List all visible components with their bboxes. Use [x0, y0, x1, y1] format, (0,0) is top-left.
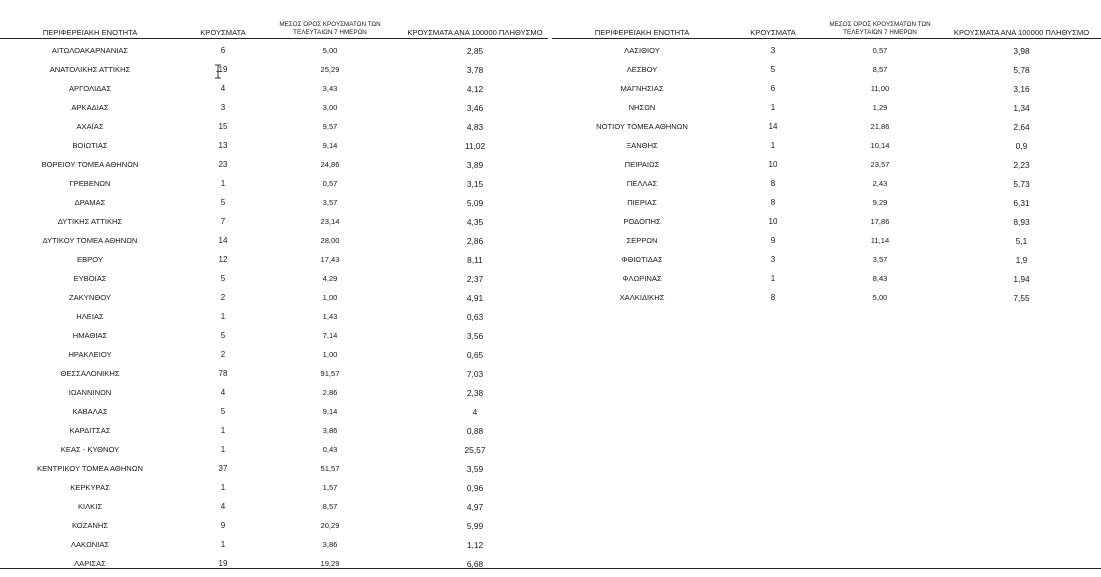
cases-value: 4 [220, 502, 226, 511]
region-name: ΛΑΡΙΣΑΣ [74, 559, 106, 568]
per-100k-value: 25,57 [464, 445, 486, 455]
table-row [0, 271, 548, 290]
avg-value: 9,57 [322, 122, 338, 131]
cases-value: 13 [218, 141, 228, 150]
header-per-100k: ΚΡΟΥΣΜΑΤΑ ΑΝΑ 100000 ΠΛΗΘΥΣΜΟ [407, 28, 543, 37]
cases-value: 12 [218, 255, 228, 264]
region-name: ΠΕΙΡΑΙΩΣ [624, 160, 660, 169]
table-row [0, 100, 548, 119]
avg-value: 23,14 [320, 217, 340, 226]
avg-value: 1,00 [322, 293, 338, 302]
avg-value: 2,43 [872, 179, 888, 188]
avg-value: 5,00 [322, 46, 338, 55]
avg-value: 1,00 [322, 350, 338, 359]
per-100k-value: 11,02 [464, 141, 486, 151]
per-100k-value: 4,12 [466, 84, 484, 94]
region-name: ΚΕΡΚΥΡΑΣ [70, 483, 110, 492]
region-name: ΛΑΣΙΘΙΟΥ [624, 46, 660, 55]
region-name: ΧΑΛΚΙΔΙΚΗΣ [619, 293, 665, 302]
cases-value: 1 [770, 141, 776, 150]
avg-value: 25,29 [320, 65, 340, 74]
cases-value: 1 [770, 274, 776, 283]
avg-value: 2,86 [322, 388, 338, 397]
region-name: ΠΕΛΛΑΣ [626, 179, 658, 188]
cases-value: 8 [770, 198, 776, 207]
region-name: ΑΙΤΩΛΟΑΚΑΡΝΑΝΙΑΣ [51, 46, 129, 55]
table-row [552, 81, 1101, 100]
table-row [0, 119, 548, 138]
avg-value: 8,57 [872, 65, 888, 74]
per-100k-value: 3,15 [466, 179, 484, 189]
avg-value: 0,43 [322, 445, 338, 454]
region-name: ΠΙΕΡΙΑΣ [627, 198, 657, 207]
header-avg-7days [270, 21, 390, 37]
avg-value: 3,00 [322, 103, 338, 112]
region-name: ΛΑΚΩΝΙΑΣ [70, 540, 110, 549]
avg-value: 0,57 [322, 179, 338, 188]
per-100k-value: 8,11 [467, 255, 483, 265]
avg-value: 1,43 [322, 312, 338, 321]
region-name: ΝΟΤΙΟΥ ΤΟΜΕΑ ΑΘΗΝΩΝ [596, 122, 688, 131]
avg-value: 10,14 [870, 141, 890, 150]
cases-value: 10 [768, 160, 778, 169]
table-row [552, 157, 1101, 176]
avg-value: 3,57 [872, 255, 888, 264]
cases-value: 37 [218, 464, 228, 473]
per-100k-value: 3,98 [1013, 46, 1030, 56]
table-row [0, 404, 548, 423]
cases-value: 1 [220, 312, 226, 321]
region-name: ΞΑΝΘΗΣ [626, 141, 658, 150]
region-name: ΕΥΒΟΙΑΣ [73, 274, 107, 283]
avg-value: 9,14 [322, 141, 338, 150]
table-row [0, 233, 548, 252]
per-100k-value: 5,99 [466, 521, 484, 531]
cases-value: 9 [770, 236, 776, 245]
table-row [0, 480, 548, 499]
table-row [0, 461, 548, 480]
per-100k-value: 3,89 [466, 160, 484, 170]
per-100k-value: 0,88 [466, 426, 484, 436]
region-name: ΚΕΑΣ - ΚΥΘΝΟΥ [60, 445, 120, 454]
region-name: ΚΑΡΔΙΤΣΑΣ [69, 426, 111, 435]
region-name: ΚΑΒΑΛΑΣ [72, 407, 108, 416]
table-row [0, 328, 548, 347]
per-100k-value: 4,91 [466, 293, 484, 303]
cases-value: 8 [770, 179, 776, 188]
region-name: ΜΑΓΝΗΣΙΑΣ [620, 84, 664, 93]
header-region: ΠΕΡΙΦΕΡΕΙΑΚΗ ΕΝΟΤΗΤΑ [42, 28, 138, 37]
avg-value: 17,43 [320, 255, 340, 264]
region-name: ΝΗΣΩΝ [628, 103, 656, 112]
cases-value: 5 [220, 198, 226, 207]
per-100k-value: 4,83 [466, 122, 484, 132]
cases-value: 10 [768, 217, 778, 226]
table-row [0, 43, 548, 62]
per-100k-value: 4,97 [466, 502, 484, 512]
table-row [0, 81, 548, 100]
table-row [0, 347, 548, 366]
header-cases: ΚΡΟΥΣΜΑΤΑ [750, 28, 796, 37]
cases-value: 78 [218, 369, 228, 378]
cases-value: 9 [220, 521, 226, 530]
per-100k-value: 8,93 [1013, 217, 1030, 227]
header-region: ΠΕΡΙΦΕΡΕΙΑΚΗ ΕΝΟΤΗΤΑ [594, 28, 690, 37]
avg-value: 23,57 [870, 160, 890, 169]
region-name: ΡΟΔΟΠΗΣ [623, 217, 661, 226]
per-100k-value: 2,86 [466, 236, 484, 246]
avg-value: 3,57 [322, 198, 338, 207]
cases-value: 5 [220, 331, 226, 340]
table-row [552, 138, 1101, 157]
avg-value: 9,29 [872, 198, 888, 207]
region-name: ΖΑΚΥΝΘΟΥ [69, 293, 111, 302]
cases-value: 19 [218, 559, 228, 568]
avg-value: 4,29 [322, 274, 338, 283]
table-row [552, 100, 1101, 119]
table-row [0, 499, 548, 518]
table-row [552, 195, 1101, 214]
header-avg-line2: ΤΕΛΕΥΤΑΙΩΝ 7 ΗΜΕΡΩΝ [293, 29, 367, 36]
text-cursor-icon [214, 64, 222, 79]
table-row [0, 385, 548, 404]
avg-value: 19,29 [320, 559, 340, 568]
table-row [552, 290, 1101, 309]
region-name: ΗΡΑΚΛΕΙΟΥ [68, 350, 112, 359]
region-name: ΘΕΣΣΑΛΟΝΙΚΗΣ [60, 369, 120, 378]
region-name: ΔΡΑΜΑΣ [74, 198, 106, 207]
avg-value: 17,86 [870, 217, 890, 226]
avg-value: 20,29 [320, 521, 340, 530]
region-name: ΓΡΕΒΕΝΩΝ [69, 179, 111, 188]
table-row [0, 442, 548, 461]
header-avg-line2: ΤΕΛΕΥΤΑΙΩΝ 7 ΗΜΕΡΩΝ [843, 29, 917, 36]
header-per-100k: ΚΡΟΥΣΜΑΤΑ ΑΝΑ 100000 ΠΛΗΘΥΣΜΟ [953, 28, 1090, 37]
avg-value: 1,57 [322, 483, 338, 492]
header-avg-line1: ΜΕΣΟΣ ΟΡΟΣ ΚΡΟΥΣΜΑΤΩΝ ΤΩΝ [279, 21, 381, 28]
region-name: ΕΒΡΟΥ [77, 255, 103, 264]
table-row [0, 138, 548, 157]
table-row [0, 214, 548, 233]
cases-value: 3 [770, 46, 776, 55]
cases-value: 2 [220, 350, 226, 359]
region-name: ΦΛΩΡΙΝΑΣ [622, 274, 662, 283]
cases-value: 1 [220, 483, 226, 492]
cases-value: 15 [218, 122, 228, 131]
cases-value: 19 [218, 65, 228, 74]
avg-value: 3,86 [322, 426, 338, 435]
avg-value: 8,57 [322, 502, 338, 511]
table-row [552, 214, 1101, 233]
region-name: ΑΡΓΟΛΙΔΑΣ [68, 84, 112, 93]
table-header [552, 0, 1101, 39]
table-row [0, 157, 548, 176]
table-row [0, 537, 548, 556]
region-name: ΚΕΝΤΡΙΚΟΥ ΤΟΜΕΑ ΑΘΗΝΩΝ [37, 464, 143, 473]
cases-value: 1 [220, 540, 226, 549]
cases-value: 7 [220, 217, 226, 226]
table-row [552, 233, 1101, 252]
avg-value: 5,00 [872, 293, 888, 302]
per-100k-value: 0,63 [466, 312, 484, 322]
per-100k-value: 0,9 [1015, 141, 1028, 151]
per-100k-value: 1,34 [1013, 103, 1030, 113]
table-header [0, 0, 548, 39]
per-100k-value: 3,78 [466, 65, 484, 75]
avg-value: 51,57 [320, 464, 340, 473]
table-row [552, 271, 1101, 290]
avg-value: 9,14 [322, 407, 338, 416]
table-row [0, 423, 548, 442]
cases-value: 14 [768, 122, 778, 131]
avg-value: 3,43 [322, 84, 338, 93]
cases-value: 1 [220, 445, 226, 454]
per-100k-value: 0,96 [466, 483, 484, 493]
cases-value: 14 [218, 236, 228, 245]
per-100k-value: 7,55 [1013, 293, 1030, 303]
per-100k-value: 2,23 [1013, 160, 1030, 170]
table-body [0, 43, 548, 575]
table-row [552, 176, 1101, 195]
avg-value: 91,57 [320, 369, 340, 378]
region-name: ΙΩΑΝΝΙΝΩΝ [68, 388, 112, 397]
region-name: ΔΥΤΙΚΗΣ ΑΤΤΙΚΗΣ [57, 217, 123, 226]
per-100k-value: 1,12 [466, 540, 484, 550]
per-100k-value: 0,65 [466, 350, 484, 360]
per-100k-value: 4,35 [466, 217, 484, 227]
per-100k-value: 3,59 [466, 464, 484, 474]
per-100k-value: 3,16 [1013, 84, 1030, 94]
avg-value: 1,29 [872, 103, 888, 112]
region-name: ΚΙΛΚΙΣ [77, 502, 103, 511]
cases-value: 3 [220, 103, 226, 112]
table-row [552, 119, 1101, 138]
cases-value: 1 [220, 426, 226, 435]
region-name: ΑΝΑΤΟΛΙΚΗΣ ΑΤΤΙΚΗΣ [49, 65, 131, 74]
header-avg-line1: ΜΕΣΟΣ ΟΡΟΣ ΚΡΟΥΣΜΑΤΩΝ ΤΩΝ [829, 21, 931, 28]
region-name: ΒΟΡΕΙΟΥ ΤΟΜΕΑ ΑΘΗΝΩΝ [41, 160, 139, 169]
avg-value: 24,86 [320, 160, 340, 169]
table-row [0, 62, 548, 81]
avg-value: 21,86 [870, 122, 890, 131]
per-100k-value: 2,85 [466, 46, 484, 56]
table-row [0, 518, 548, 537]
avg-value: 3,86 [322, 540, 338, 549]
avg-value: 8,43 [872, 274, 888, 283]
cases-value: 6 [220, 46, 226, 55]
avg-value: 11,00 [870, 84, 890, 93]
per-100k-value: 1,9 [1015, 255, 1028, 265]
cases-value: 4 [220, 84, 226, 93]
cases-value: 4 [220, 388, 226, 397]
table-row [552, 43, 1101, 62]
per-100k-value: 1,94 [1013, 274, 1030, 284]
avg-value: 11,14 [870, 236, 890, 245]
header-avg-7days [820, 21, 940, 37]
per-100k-value: 4 [472, 407, 478, 417]
avg-value: 28,00 [320, 236, 340, 245]
per-100k-value: 5,78 [1013, 65, 1030, 75]
table-row [0, 309, 548, 328]
per-100k-value: 2,38 [466, 388, 484, 398]
per-100k-value: 5,09 [466, 198, 484, 208]
table-row [0, 252, 548, 271]
cases-value: 2 [220, 293, 226, 302]
bottom-divider [0, 568, 1101, 569]
table-row [0, 176, 548, 195]
per-100k-value: 2,37 [466, 274, 484, 284]
region-name: ΗΜΑΘΙΑΣ [72, 331, 108, 340]
region-name: ΑΡΚΑΔΙΑΣ [71, 103, 109, 112]
table-row [0, 290, 548, 309]
per-100k-value: 2,64 [1013, 122, 1030, 132]
per-100k-value: 5,1 [1015, 236, 1028, 246]
table-row [552, 62, 1101, 81]
per-100k-value: 5,73 [1013, 179, 1030, 189]
region-name: ΔΥΤΙΚΟΥ ΤΟΜΕΑ ΑΘΗΝΩΝ [42, 236, 138, 245]
region-name: ΣΕΡΡΩΝ [626, 236, 658, 245]
header-cases: ΚΡΟΥΣΜΑΤΑ [200, 28, 246, 37]
per-100k-value: 7,03 [466, 369, 484, 379]
cases-value: 3 [770, 255, 776, 264]
avg-value: 7,14 [322, 331, 338, 340]
region-name: ΛΕΣΒΟΥ [626, 65, 658, 74]
cases-value: 23 [218, 160, 228, 169]
avg-value: 0,57 [872, 46, 888, 55]
cases-value: 1 [220, 179, 226, 188]
per-100k-value: 3,56 [466, 331, 484, 341]
per-100k-value: 6,31 [1013, 198, 1030, 208]
per-100k-value: 6,68 [466, 559, 484, 569]
region-name: ΗΛΕΙΑΣ [76, 312, 104, 321]
region-name: ΑΧΑΪΑΣ [76, 122, 104, 131]
region-name: ΦΘΙΩΤΙΔΑΣ [621, 255, 663, 264]
table-row [0, 366, 548, 385]
cases-value: 6 [770, 84, 776, 93]
cases-value: 8 [770, 293, 776, 302]
table-row [0, 195, 548, 214]
cases-value: 5 [770, 65, 776, 74]
region-name: ΚΟΖΑΝΗΣ [71, 521, 109, 530]
table-row [552, 252, 1101, 271]
cases-value: 5 [220, 407, 226, 416]
table-row [0, 556, 548, 575]
table-body [552, 43, 1101, 309]
region-name: ΒΟΙΩΤΙΑΣ [72, 141, 108, 150]
per-100k-value: 3,46 [466, 103, 484, 113]
cases-value: 5 [220, 274, 226, 283]
cases-value: 1 [770, 103, 776, 112]
